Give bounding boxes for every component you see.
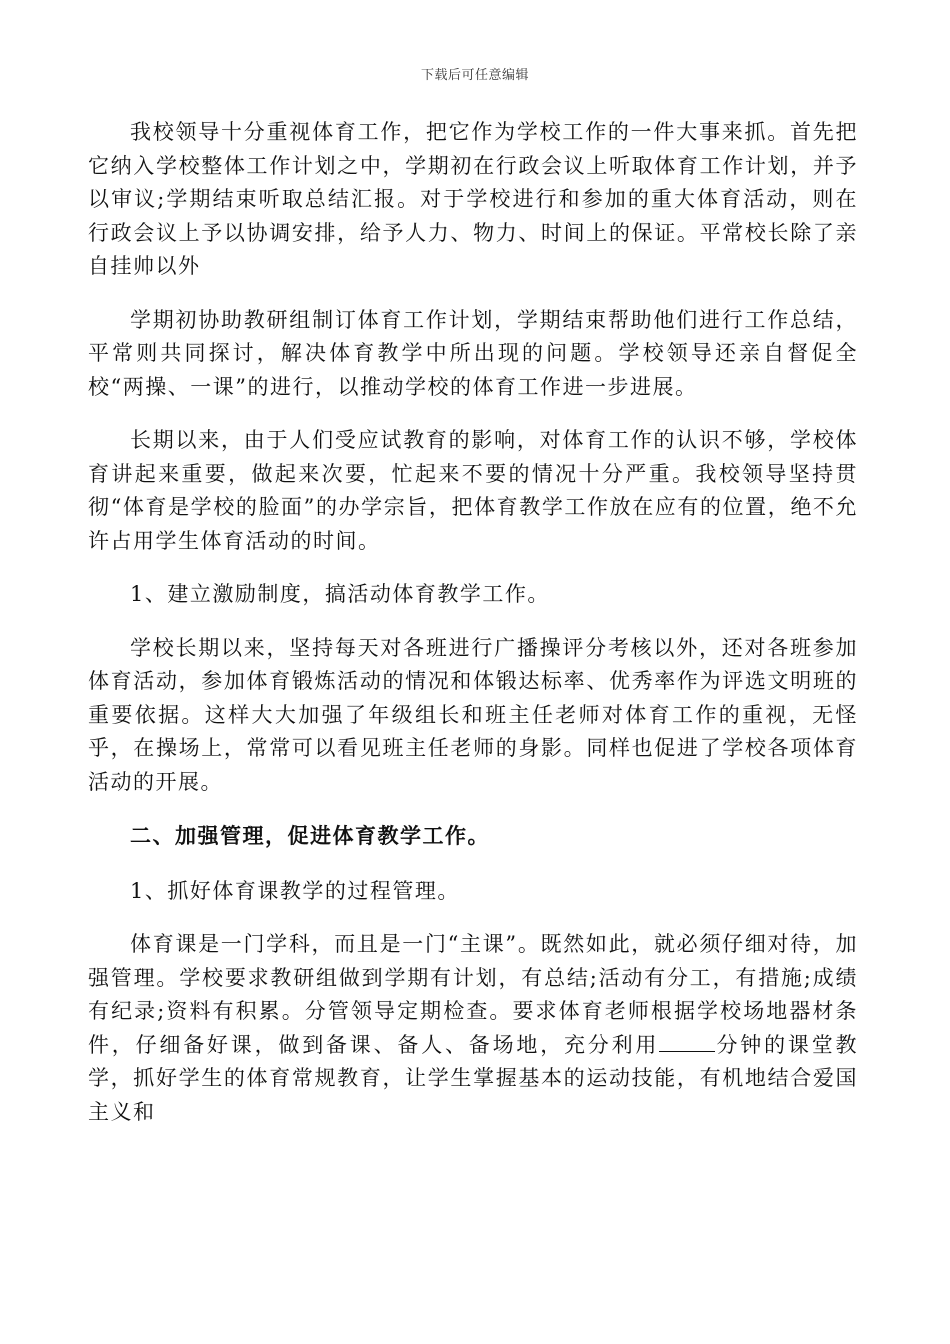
page-header: 下载后可任意编辑 [420,68,529,83]
paragraph-incentive-system: 1、建立激励制度，搞活动体育教学工作。 [130,582,550,606]
paragraph-broadcast-exercise: 学校长期以来，坚持每天对各班进行广播操评分考核以外，还对各班参加体育活动，参加体育锻炼活动的情况和体锻达标率、优秀率作为评选文明班的重要依据。这样大大加强了年级组长和班主任老师对体育工作的重视，无怪乎，在操场上，常常可以看见班主任老师的身影。同样也促进了学校各项体育活动的开展。 [88,635,858,794]
paragraph-pe-class-part-2: 分钟的课堂教学，抓好学生的体育常规教育，让学生掌握基本的运动技能，有机地结合爱国主义和 [88,1032,859,1124]
section-heading-management: 二、加强管理，促进体育教学工作。 [130,823,490,848]
paragraph-leadership: 我校领导十分重视体育工作，把它作为学校工作的一件大事来抓。首先把它纳入学校整体工作计划之中，学期初在行政会议上听取体育工作计划，并予以审议;学期结束听取总结汇报。对于学校进行和参加的重大体育活动，则在行政会议上予以协调安排，给予人力、物力、时间上的保证。平常校长除了亲自挂帅以外 [88,120,858,278]
paragraph-pe-class-part-1: 体育课是一门学科，而且是一门“主课”。既然如此，就必须仔细对待，加强管理。学校要求教研组做到学期有计划，有总结;活动有分工，有措施;成绩有纪录;资料有积累。分管领导定期检查。要求体育老师根据学校场地器材条件，仔细备好课，做到备课、备人、备场地，充分利用 [88,932,858,1057]
paragraph-process-management: 1、抓好体育课教学的过程管理。 [130,878,460,903]
paragraph-exam-oriented-education: 长期以来，由于人们受应试教育的影响，对体育工作的认识不够，学校体育讲起来重要，做起来次要，忙起来不要的情况十分严重。我校领导坚持贯彻“体育是学校的脸面”的办学宗旨，把体育教学工作放在应有的位置，绝不允许占用学生体育活动的时间。 [88,428,858,553]
paragraph-pe-class [88,928,858,1129]
paragraph-semester-planning: 学期初协助教研组制订体育工作计划，学期结束帮助他们进行工作总结，平常则共同探讨，解决体育教学中所出现的问题。学校领导还亲自督促全校“两操、一课”的进行，以推动学校的体育工作进一步进展。 [88,307,858,399]
document-body [88,116,858,1149]
fill-in-blank [659,1033,715,1052]
